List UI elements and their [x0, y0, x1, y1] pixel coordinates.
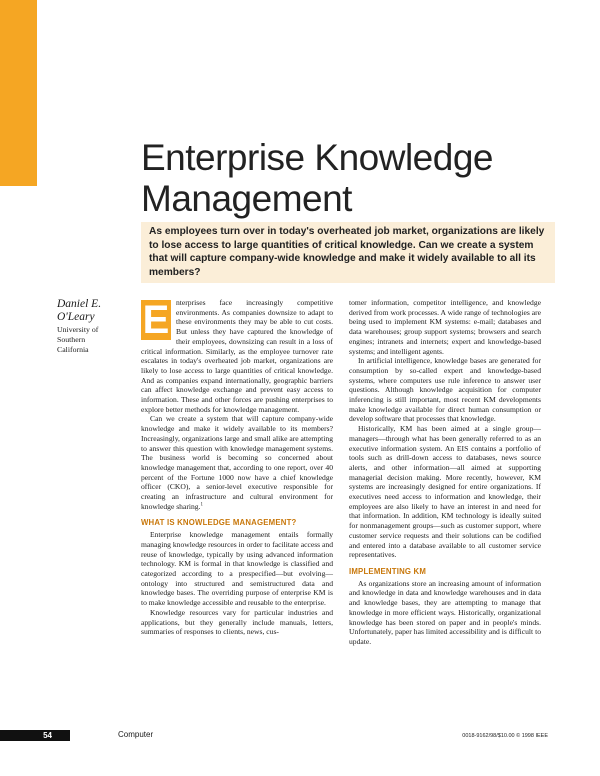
article-deck: As employees turn over in today's overheated job market, organizations are likely to lose access to large quantities of critical knowledge. Can we create a system that will capture company-wide knowledge and make it widely available to all its members? [141, 222, 555, 283]
affiliation-line3: California [57, 345, 89, 354]
paragraph: In artificial intelligence, knowledge bases are generated for consumption by so-called expert and knowledge-based systems, where computers use rule inference to answer user questions. Although knowledge acquisition for computer inferencing is still important, most recent KM developments make knowledge available for direct human consumption or develop software that processes that knowledge. [349, 356, 541, 424]
author-affiliation [57, 325, 131, 355]
paragraph: Historically, KM has been aimed at a single group—managers—through what has been generally referred to as an executive information system. An EIS contains a portfolio of tools such as drill-down access to databases, news source alerts, and other information—all aimed at supporting managerial decision making. More recently, however, KM systems are increasingly designed for entire organizations. If executives need access to information and knowledge, their employees are also likely to have an interest in and need for that information. In addition, KM technology is ideally suited for nonmanagement groups—such as customer support, where customer service requests and their solutions can be codified and entered into a database available to all customer service representatives. [349, 424, 541, 560]
paragraph [141, 298, 333, 414]
author-block [57, 298, 131, 355]
paragraph [141, 414, 333, 511]
section-heading: IMPLEMENTING KM [349, 566, 427, 576]
drop-cap: E [142, 298, 170, 342]
paragraph-text: nterprises face increasingly competitive environments. As companies downsize to adapt to these environments they may be able to cut costs. But unless they have captured the knowledge of their employees, downsizing can result in a loss of critical information. Similarly, as the employee turnover rate escalates in today's overheated job market, organizations are likely to lose access to large quantities of critical knowledge. And as companies expand internationally, geographic barriers can affect knowledge exchange and prevent easy access to information. These and other forces are pushing enterprises to explore better methods for knowledge management. [141, 298, 333, 414]
footnote-ref: 1 [200, 502, 203, 508]
magazine-name: Computer [118, 730, 154, 739]
author-name-line1: Daniel E. [57, 298, 102, 310]
article-title: Enterprise Knowledge Management [141, 136, 493, 219]
section-heading: WHAT IS KNOWLEDGE MANAGEMENT? [141, 518, 297, 528]
page-number: 54 [0, 730, 70, 741]
copyright-code: 0018-9162/98/$10.00 © 1998 IEEE [462, 733, 548, 739]
paragraph: Enterprise knowledge management entails formally managing knowledge resources in order to facilitate access and reuse of knowledge, typically by using advanced information technology. KM is formal in that knowledge is classified and categorized according to a prespecified—but evolving—ontology into structured and semistructured data and knowledge bases. The overriding purpose of enterprise KM is to make knowledge accessible and reusable to the enterprise. [141, 530, 333, 608]
paragraph: As organizations store an increasing amount of information and knowledge in data and knowledge warehouses and in data and knowledge bases, they are attempting to manage that knowledge in more efficient ways. Historically, organizational knowledge has been stored on paper and in people's minds. Unfortunately, paper has limited accessibility and is difficult to update. [349, 578, 541, 646]
body-column-right [349, 298, 541, 647]
affiliation-line1: University of [57, 325, 99, 334]
body-column-left [141, 298, 333, 637]
paragraph: Knowledge resources vary for particular industries and applications, but they generally include manuals, letters, summaries of responses to clients, news, cus- [141, 607, 333, 637]
author-name-line2: O'Leary [57, 311, 95, 323]
section-tab [0, 0, 61, 186]
section-label: Cover Feature [44, 69, 61, 177]
affiliation-line2: Southern [57, 335, 86, 344]
paragraph-text: Can we create a system that will capture company-wide knowledge and make it widely available to its members? Increasingly, organizations large and small alike are attempting to answer this question with knowledge management systems. The business world is becoming so concerned about knowledge management that, according to one report, over 40 percent of the Fortune 1000 now have a chief knowledge officer (CKO), a senior-level executive responsible for creating an infrastructure and cultural environment for knowledge sharing. [141, 414, 333, 511]
paragraph: tomer information, competitor intelligence, and knowledge derived from work processes. A wide range of technologies are being used to implement KM systems: e-mail; databases and data warehouses; group support systems; browsers and search engines; intranets and internets; expert and knowledge-based systems; and intelligent agents. [349, 298, 541, 356]
